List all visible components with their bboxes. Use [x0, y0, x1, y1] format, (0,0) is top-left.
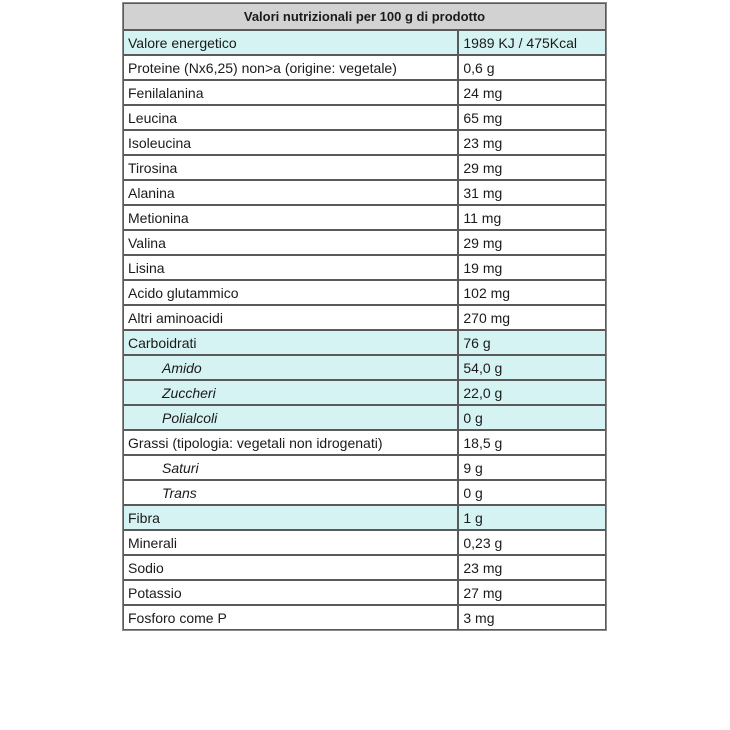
table-row — [123, 230, 606, 255]
nutrient-name: Proteine (Nx6,25) non>a (origine: vegetale) — [128, 59, 397, 76]
table-row — [123, 55, 606, 80]
nutrient-value: 1989 KJ / 475Kcal — [458, 30, 606, 55]
table-row — [123, 280, 606, 305]
table-header-row — [123, 3, 606, 30]
nutrient-value: 29 mg — [458, 155, 606, 180]
nutrient-name-cell — [123, 205, 458, 230]
nutrient-value: 23 mg — [458, 130, 606, 155]
nutrient-value: 9 g — [458, 455, 606, 480]
table-row — [123, 555, 606, 580]
nutrient-value: 65 mg — [458, 105, 606, 130]
nutrient-name: Altri aminoacidi — [128, 309, 223, 326]
nutrient-name-cell — [123, 555, 458, 580]
table-row — [123, 30, 606, 55]
nutrient-name-cell — [123, 280, 458, 305]
nutrient-name-cell — [123, 580, 458, 605]
nutrient-value: 3 mg — [458, 605, 606, 630]
nutrient-value: 0 g — [458, 405, 606, 430]
nutrient-name: Tirosina — [128, 159, 178, 176]
nutrition-table — [122, 2, 607, 631]
table-row — [123, 180, 606, 205]
nutrient-name-cell — [123, 105, 458, 130]
nutrient-name: Amido — [162, 359, 202, 376]
nutrient-value: 24 mg — [458, 80, 606, 105]
nutrient-name-cell — [123, 330, 458, 355]
nutrient-value: 19 mg — [458, 255, 606, 280]
nutrient-value: 23 mg — [458, 555, 606, 580]
nutrient-name: Valina — [128, 234, 166, 251]
nutrient-value: 18,5 g — [458, 430, 606, 455]
nutrient-name: Isoleucina — [128, 134, 192, 151]
nutrient-value: 0,6 g — [458, 55, 606, 80]
nutrient-name-cell — [123, 505, 458, 530]
nutrient-value: 270 mg — [458, 305, 606, 330]
nutrient-name-cell — [123, 405, 458, 430]
nutrient-name-cell — [123, 255, 458, 280]
table-body — [123, 30, 606, 630]
table-row — [123, 480, 606, 505]
nutrient-value: 22,0 g — [458, 380, 606, 405]
nutrient-name: Potassio — [128, 584, 182, 601]
nutrient-name: Zuccheri — [162, 384, 216, 401]
nutrient-value: 76 g — [458, 330, 606, 355]
nutrient-name-cell — [123, 430, 458, 455]
table-row — [123, 255, 606, 280]
table-row — [123, 205, 606, 230]
nutrient-name: Metionina — [128, 209, 189, 226]
table-row — [123, 505, 606, 530]
nutrient-name-cell — [123, 355, 458, 380]
nutrient-name: Leucina — [128, 109, 178, 126]
nutrient-name: Sodio — [128, 559, 164, 576]
nutrient-value: 102 mg — [458, 280, 606, 305]
nutrient-name-cell — [123, 305, 458, 330]
nutrient-name-cell — [123, 155, 458, 180]
nutrient-name: Trans — [162, 484, 197, 501]
nutrient-name: Lisina — [128, 259, 165, 276]
nutrient-value: 54,0 g — [458, 355, 606, 380]
table-row — [123, 430, 606, 455]
table-row — [123, 580, 606, 605]
nutrient-name-cell — [123, 605, 458, 630]
table-row — [123, 105, 606, 130]
nutrient-name: Fibra — [128, 509, 160, 526]
table-row — [123, 80, 606, 105]
nutrient-value: 0 g — [458, 480, 606, 505]
nutrient-name-cell — [123, 80, 458, 105]
table-header: Valori nutrizionali per 100 g di prodotto — [123, 3, 606, 30]
table-row — [123, 155, 606, 180]
nutrient-name: Grassi (tipologia: vegetali non idrogenati) — [128, 434, 383, 451]
nutrient-name-cell — [123, 130, 458, 155]
nutrient-value: 29 mg — [458, 230, 606, 255]
nutrient-name: Fosforo come P — [128, 609, 227, 626]
table-row — [123, 455, 606, 480]
table-row — [123, 530, 606, 555]
nutrient-value: 27 mg — [458, 580, 606, 605]
nutrient-name: Alanina — [128, 184, 175, 201]
table-row — [123, 305, 606, 330]
table-row — [123, 130, 606, 155]
nutrient-name-cell — [123, 455, 458, 480]
table-row — [123, 405, 606, 430]
nutrient-name: Carboidrati — [128, 334, 197, 351]
nutrient-value: 0,23 g — [458, 530, 606, 555]
nutrient-value: 1 g — [458, 505, 606, 530]
nutrient-name: Saturi — [162, 459, 199, 476]
nutrient-name-cell — [123, 230, 458, 255]
table-row — [123, 380, 606, 405]
nutrient-value: 31 mg — [458, 180, 606, 205]
nutrient-name-cell — [123, 480, 458, 505]
table-row — [123, 605, 606, 630]
nutrient-name-cell — [123, 55, 458, 80]
nutrient-name: Minerali — [128, 534, 178, 551]
nutrient-name-cell — [123, 530, 458, 555]
nutrient-name: Fenilalanina — [128, 84, 204, 101]
table-row — [123, 330, 606, 355]
nutrient-value: 11 mg — [458, 205, 606, 230]
nutrient-name: Valore energetico — [128, 34, 237, 51]
nutrient-name-cell — [123, 180, 458, 205]
nutrient-name: Polialcoli — [162, 409, 218, 426]
nutrient-name-cell — [123, 30, 458, 55]
nutrient-name-cell — [123, 380, 458, 405]
table-row — [123, 355, 606, 380]
nutrient-name: Acido glutammico — [128, 284, 239, 301]
